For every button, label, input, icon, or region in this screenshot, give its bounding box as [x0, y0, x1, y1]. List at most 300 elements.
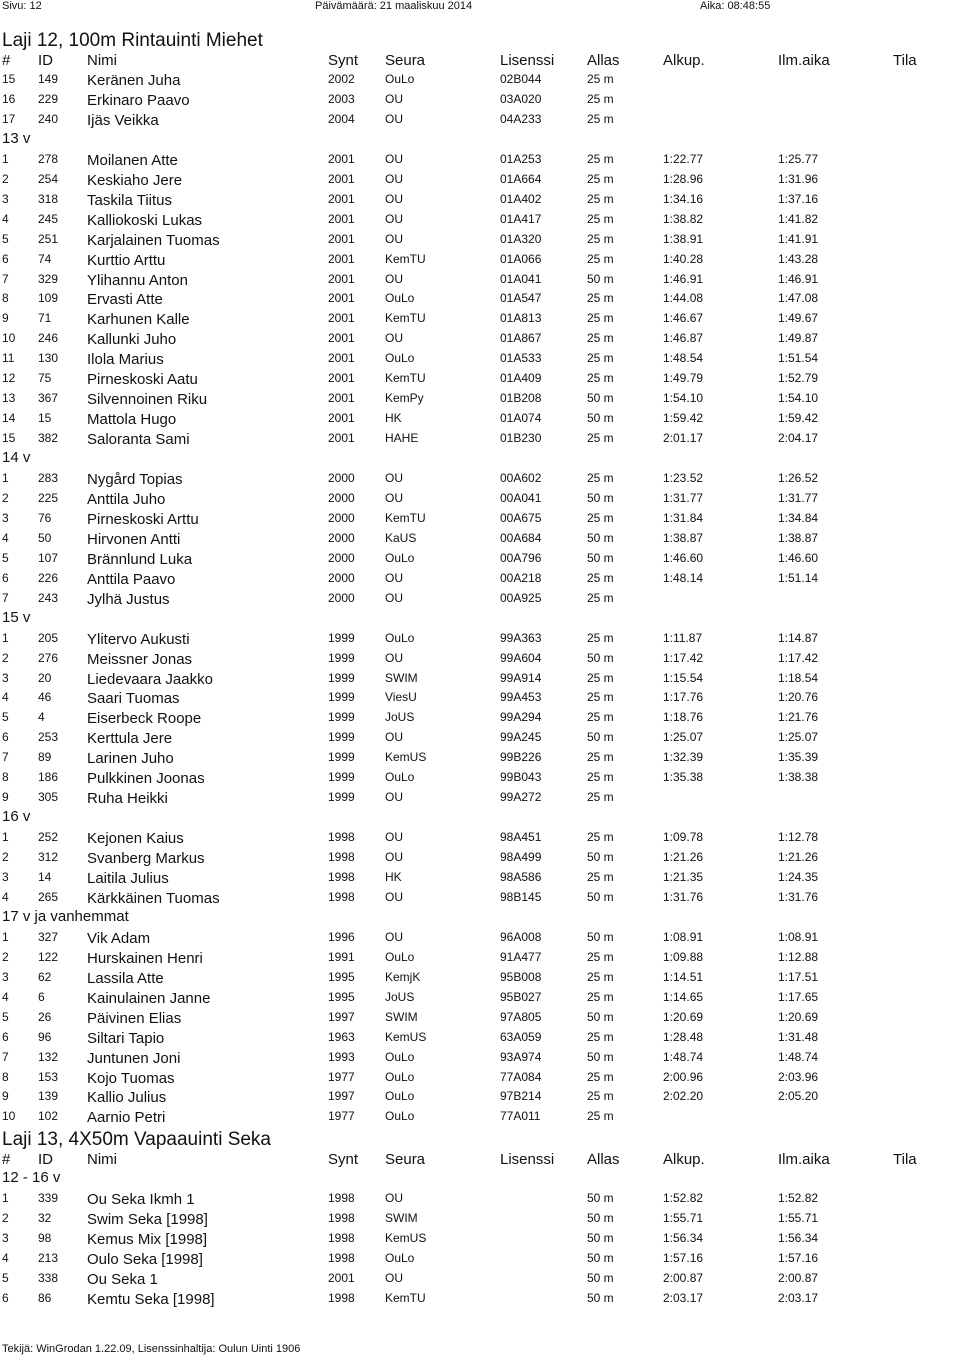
cell-pool: 25 m [587, 670, 614, 685]
cell-entry-id: 305 [38, 790, 59, 805]
column-header: Alkup. [663, 1151, 705, 1169]
cell-club: KemTU [385, 1291, 426, 1306]
cell-club: OU [385, 211, 403, 226]
cell-birth-year: 1999 [328, 750, 355, 765]
cell-birth-year: 2000 [328, 490, 355, 505]
cell-birth-year: 2002 [328, 72, 355, 86]
cell-birth-year: 1998 [328, 1291, 355, 1306]
cell-reported-time: 1:24.35 [778, 870, 819, 884]
cell-reported-time: 1:34.84 [778, 510, 819, 525]
cell-license: 01A402 [500, 191, 542, 206]
result-row [0, 887, 960, 907]
page-footer: Tekijä: WinGrodan 1.22.09, Lisenssinhaltija: Oulun Uinti 1906 [2, 1343, 301, 1355]
cell-entry-id: 312 [38, 850, 59, 865]
cell-license: 00A041 [500, 490, 542, 505]
cell-club: OuLo [385, 949, 415, 964]
result-row [0, 1268, 960, 1288]
cell-pool: 25 m [587, 1029, 614, 1044]
cell-birth-year: 1996 [328, 929, 355, 944]
cell-entry-time: 1:38.87 [663, 530, 704, 545]
result-row [0, 189, 960, 209]
cell-birth-year: 1997 [328, 1009, 355, 1024]
cell-entry-id: 276 [38, 650, 59, 665]
cell-pool: 25 m [587, 969, 614, 984]
cell-birth-year: 2000 [328, 471, 355, 485]
cell-license: 01A066 [500, 251, 542, 266]
cell-entry-id: 62 [38, 969, 52, 984]
cell-reported-time: 1:51.14 [778, 570, 819, 585]
cell-place: 5 [2, 710, 9, 725]
cell-birth-year: 2001 [328, 331, 355, 346]
cell-birth-year: 2000 [328, 570, 355, 585]
cell-name: Silvennoinen Riku [87, 391, 208, 409]
result-row [0, 368, 960, 388]
cell-pool: 50 m [587, 490, 614, 505]
cell-entry-id: 46 [38, 690, 52, 705]
cell-reported-time: 1:54.10 [778, 391, 819, 406]
cell-pool: 50 m [587, 1231, 614, 1246]
cell-pool: 25 m [587, 870, 614, 884]
result-row [0, 588, 960, 608]
cell-birth-year: 2001 [328, 251, 355, 266]
cell-entry-time: 1:46.60 [663, 550, 704, 565]
cell-reported-time: 1:17.51 [778, 969, 819, 984]
cell-entry-time: 1:35.38 [663, 770, 704, 785]
result-row [0, 169, 960, 189]
cell-license: 00A675 [500, 510, 542, 525]
cell-entry-time: 1:31.77 [663, 490, 704, 505]
cell-birth-year: 1999 [328, 710, 355, 725]
cell-club: OU [385, 271, 403, 286]
cell-pool: 25 m [587, 690, 614, 705]
result-row [0, 1007, 960, 1027]
result-row [0, 488, 960, 508]
cell-club: OU [385, 231, 403, 246]
cell-name: Laitila Julius [87, 870, 169, 887]
cell-club: KemUS [385, 750, 427, 765]
cell-entry-id: 15 [38, 411, 52, 426]
cell-entry-time: 1:14.51 [663, 969, 704, 984]
cell-club: OU [385, 929, 403, 944]
cell-pool: 25 m [587, 750, 614, 765]
cell-pool: 25 m [587, 770, 614, 785]
cell-name: Brännlund Luka [87, 550, 193, 568]
cell-place: 1 [2, 1191, 9, 1206]
cell-name: Moilanen Atte [87, 151, 178, 169]
cell-entry-time: 1:57.16 [663, 1251, 704, 1266]
cell-name: Eiserbeck Roope [87, 710, 202, 728]
cell-reported-time: 1:18.54 [778, 670, 819, 685]
print-time: Aika: 08:48:55 [700, 0, 771, 12]
cell-birth-year: 1998 [328, 850, 355, 865]
cell-license: 99A363 [500, 630, 542, 645]
cell-pool: 25 m [587, 151, 614, 166]
cell-place: 3 [2, 1231, 9, 1246]
result-row [0, 1188, 960, 1208]
cell-entry-id: 74 [38, 251, 52, 266]
cell-entry-time: 1:28.48 [663, 1029, 704, 1044]
cell-birth-year: 1977 [328, 1109, 355, 1124]
result-row [0, 468, 960, 488]
cell-place: 2 [2, 1211, 9, 1226]
cell-entry-time: 1:38.91 [663, 231, 704, 246]
cell-entry-time: 1:09.78 [663, 830, 704, 845]
cell-name: Keränen Juha [87, 72, 181, 89]
cell-birth-year: 1963 [328, 1029, 355, 1044]
cell-license: 01A320 [500, 231, 542, 246]
cell-entry-time: 1:09.88 [663, 949, 704, 964]
cell-name: Anttila Juho [87, 490, 166, 508]
cell-name: Aarnio Petri [87, 1109, 166, 1127]
cell-place: 2 [2, 171, 9, 186]
result-row [0, 847, 960, 867]
cell-entry-id: 245 [38, 211, 59, 226]
cell-place: 2 [2, 650, 9, 665]
cell-birth-year: 1998 [328, 1211, 355, 1226]
cell-license: 02B044 [500, 72, 542, 86]
cell-birth-year: 2001 [328, 1271, 355, 1286]
page-header [0, 0, 960, 18]
cell-entry-id: 278 [38, 151, 59, 166]
cell-entry-id: 86 [38, 1291, 52, 1306]
cell-entry-id: 252 [38, 830, 59, 845]
cell-pool: 25 m [587, 710, 614, 725]
cell-club: OU [385, 171, 403, 186]
cell-entry-time: 2:01.17 [663, 431, 704, 446]
column-header: Tila [893, 52, 917, 69]
cell-pool: 50 m [587, 1271, 614, 1286]
cell-entry-id: 32 [38, 1211, 52, 1226]
result-row [0, 348, 960, 368]
cell-pool: 25 m [587, 291, 614, 306]
column-header: # [2, 52, 11, 69]
cell-pool: 50 m [587, 411, 614, 426]
result-row [0, 109, 960, 129]
cell-entry-time: 1:52.82 [663, 1191, 704, 1206]
cell-pool: 25 m [587, 570, 614, 585]
cell-pool: 25 m [587, 590, 614, 605]
cell-license: 99A245 [500, 730, 542, 745]
cell-entry-id: 76 [38, 510, 52, 525]
cell-entry-id: 6 [38, 989, 45, 1004]
cell-birth-year: 1999 [328, 770, 355, 785]
cell-pool: 25 m [587, 989, 614, 1004]
cell-entry-time: 2:00.96 [663, 1069, 704, 1084]
cell-club: HK [385, 411, 402, 426]
cell-reported-time: 1:52.82 [778, 1191, 819, 1206]
cell-place: 6 [2, 1291, 9, 1306]
result-row [0, 1106, 960, 1126]
cell-birth-year: 1999 [328, 790, 355, 805]
cell-name: Ou Seka Ikmh 1 [87, 1191, 195, 1209]
cell-entry-id: 102 [38, 1109, 59, 1124]
cell-name: Erkinaro Paavo [87, 91, 190, 109]
result-row [0, 1067, 960, 1087]
result-row [0, 648, 960, 668]
cell-license: 96A008 [500, 929, 542, 944]
cell-name: Ylihannu Anton [87, 271, 188, 289]
cell-name: Mattola Hugo [87, 411, 177, 429]
cell-club: JoUS [385, 989, 415, 1004]
cell-reported-time: 1:56.34 [778, 1231, 819, 1246]
cell-entry-id: 327 [38, 929, 59, 944]
cell-pool: 25 m [587, 371, 614, 386]
cell-pool: 50 m [587, 550, 614, 565]
cell-name: Ijäs Veikka [87, 111, 159, 129]
cell-entry-time: 1:48.14 [663, 570, 704, 585]
cell-license: 99B043 [500, 770, 542, 785]
cell-place: 3 [2, 510, 9, 525]
cell-license: 01A417 [500, 211, 542, 226]
cell-reported-time: 1:31.48 [778, 1029, 819, 1044]
cell-name: Kallio Julius [87, 1089, 167, 1107]
cell-reported-time: 1:31.96 [778, 171, 819, 186]
cell-club: SWIM [385, 1009, 418, 1024]
cell-reported-time: 2:00.87 [778, 1271, 819, 1286]
cell-place: 7 [2, 271, 9, 286]
cell-pool: 50 m [587, 1049, 614, 1064]
cell-pool: 25 m [587, 1109, 614, 1124]
cell-place: 3 [2, 191, 9, 206]
cell-place: 2 [2, 850, 9, 865]
result-row [0, 328, 960, 348]
cell-club: KemPy [385, 391, 424, 406]
cell-entry-time: 1:15.54 [663, 670, 704, 685]
cell-place: 9 [2, 311, 9, 326]
cell-reported-time: 1:31.77 [778, 490, 819, 505]
cell-place: 9 [2, 790, 9, 805]
cell-reported-time: 1:20.76 [778, 690, 819, 705]
cell-name: Kerttula Jere [87, 730, 173, 748]
cell-birth-year: 2001 [328, 371, 355, 386]
cell-place: 7 [2, 1049, 9, 1064]
cell-place: 7 [2, 750, 9, 765]
cell-entry-time: 1:21.26 [663, 850, 704, 865]
cell-entry-id: 253 [38, 730, 59, 745]
cell-entry-id: 226 [38, 570, 59, 585]
cell-reported-time: 1:14.87 [778, 630, 819, 645]
result-row [0, 947, 960, 967]
cell-pool: 25 m [587, 1089, 614, 1104]
cell-entry-id: 367 [38, 391, 59, 406]
cell-entry-id: 75 [38, 371, 52, 386]
cell-entry-id: 14 [38, 870, 52, 884]
cell-name: Liedevaara Jaakko [87, 670, 213, 688]
cell-pool: 25 m [587, 231, 614, 246]
result-row [0, 707, 960, 727]
cell-entry-time: 1:56.34 [663, 1231, 704, 1246]
cell-entry-time: 1:46.67 [663, 311, 704, 326]
cell-birth-year: 1995 [328, 969, 355, 984]
cell-place: 7 [2, 590, 9, 605]
result-row [0, 1288, 960, 1308]
cell-birth-year: 1998 [328, 1191, 355, 1206]
cell-club: OuLo [385, 630, 415, 645]
result-row [0, 1248, 960, 1268]
cell-reported-time: 1:59.42 [778, 411, 819, 426]
cell-place: 4 [2, 989, 9, 1004]
cell-place: 15 [2, 431, 16, 446]
cell-birth-year: 2001 [328, 271, 355, 286]
cell-club: OU [385, 191, 403, 206]
cell-pool: 25 m [587, 251, 614, 266]
cell-name: Vik Adam [87, 929, 151, 947]
result-row [0, 628, 960, 648]
cell-club: OuLo [385, 770, 415, 785]
result-row [0, 269, 960, 289]
result-row [0, 69, 960, 89]
cell-pool: 25 m [587, 191, 614, 206]
cell-place: 4 [2, 690, 9, 705]
cell-entry-id: 122 [38, 949, 59, 964]
cell-place: 2 [2, 949, 9, 964]
cell-name: Siltari Tapio [87, 1029, 165, 1047]
cell-entry-id: 382 [38, 431, 59, 446]
column-header: Alkup. [663, 52, 705, 69]
cell-place: 14 [2, 411, 16, 426]
cell-pool: 50 m [587, 271, 614, 286]
result-row [0, 767, 960, 787]
cell-birth-year: 2000 [328, 590, 355, 605]
cell-birth-year: 1991 [328, 949, 355, 964]
cell-license: 98A451 [500, 830, 542, 845]
cell-entry-time: 1:48.74 [663, 1049, 704, 1064]
result-row [0, 747, 960, 767]
cell-entry-id: 229 [38, 91, 59, 106]
cell-club: OU [385, 490, 403, 505]
cell-place: 1 [2, 630, 9, 645]
cell-license: 93A974 [500, 1049, 542, 1064]
cell-entry-id: 251 [38, 231, 59, 246]
cell-club: OU [385, 1271, 403, 1286]
cell-place: 1 [2, 151, 9, 166]
cell-birth-year: 1993 [328, 1049, 355, 1064]
cell-pool: 25 m [587, 1069, 614, 1084]
cell-license: 99A453 [500, 690, 542, 705]
cell-club: OU [385, 850, 403, 865]
cell-place: 6 [2, 251, 9, 266]
column-header: Ilm.aika [778, 52, 830, 69]
cell-name: Svanberg Markus [87, 850, 205, 868]
cell-birth-year: 1999 [328, 650, 355, 665]
cell-reported-time: 1:47.08 [778, 291, 819, 306]
cell-entry-id: 130 [38, 351, 59, 366]
cell-entry-id: 243 [38, 590, 59, 605]
column-header: Tila [893, 1151, 917, 1169]
cell-birth-year: 1999 [328, 670, 355, 685]
cell-entry-id: 20 [38, 670, 52, 685]
cell-entry-time: 1:32.39 [663, 750, 704, 765]
cell-birth-year: 1977 [328, 1069, 355, 1084]
result-row [0, 1228, 960, 1248]
cell-reported-time: 1:31.76 [778, 889, 819, 904]
cell-entry-id: 339 [38, 1191, 59, 1206]
cell-entry-id: 225 [38, 490, 59, 505]
cell-birth-year: 2001 [328, 211, 355, 226]
cell-place: 17 [2, 111, 16, 126]
cell-place: 1 [2, 471, 9, 485]
cell-entry-id: 149 [38, 72, 59, 86]
cell-reported-time: 1:26.52 [778, 471, 819, 485]
column-header: Seura [385, 52, 426, 69]
cell-club: KemjK [385, 969, 421, 984]
cell-license: 00A925 [500, 590, 542, 605]
cell-birth-year: 1997 [328, 1089, 355, 1104]
cell-reported-time: 1:55.71 [778, 1211, 819, 1226]
column-header: Synt [328, 52, 359, 69]
cell-place: 10 [2, 331, 16, 346]
cell-entry-time: 1:40.28 [663, 251, 704, 266]
cell-place: 10 [2, 1109, 16, 1124]
cell-club: SWIM [385, 670, 418, 685]
cell-reported-time: 1:21.76 [778, 710, 819, 725]
cell-name: Pirneskoski Arttu [87, 510, 199, 528]
cell-birth-year: 1999 [328, 690, 355, 705]
cell-name: Hurskainen Henri [87, 949, 203, 967]
column-header-row [0, 1151, 960, 1171]
cell-birth-year: 2001 [328, 171, 355, 186]
cell-birth-year: 1999 [328, 630, 355, 645]
cell-club: OU [385, 730, 403, 745]
column-header: Synt [328, 1151, 359, 1169]
cell-entry-id: 71 [38, 311, 52, 326]
cell-reported-time: 1:57.16 [778, 1251, 819, 1266]
cell-place: 4 [2, 1251, 9, 1266]
cell-club: OU [385, 570, 403, 585]
cell-club: OuLo [385, 72, 415, 86]
column-header: Nimi [87, 52, 117, 69]
cell-name: Ilola Marius [87, 351, 164, 369]
result-row [0, 548, 960, 568]
cell-name: Päivinen Elias [87, 1009, 182, 1027]
cell-pool: 25 m [587, 211, 614, 226]
cell-reported-time: 1:17.65 [778, 989, 819, 1004]
cell-name: Nygård Topias [87, 471, 183, 488]
cell-license: 01A664 [500, 171, 542, 186]
column-header: ID [38, 52, 53, 69]
cell-club: KemTU [385, 311, 426, 326]
cell-club: OU [385, 331, 403, 346]
cell-birth-year: 1998 [328, 830, 355, 845]
cell-name: Juntunen Joni [87, 1049, 181, 1067]
cell-license: 95B027 [500, 989, 542, 1004]
cell-birth-year: 2001 [328, 311, 355, 326]
result-row [0, 967, 960, 987]
cell-pool: 25 m [587, 72, 614, 86]
cell-name: Ou Seka 1 [87, 1271, 158, 1289]
cell-place: 5 [2, 550, 9, 565]
cell-place: 2 [2, 490, 9, 505]
cell-entry-time: 1:34.16 [663, 191, 704, 206]
cell-entry-time: 1:17.76 [663, 690, 704, 705]
cell-entry-time: 1:59.42 [663, 411, 704, 426]
age-group-label: 17 v ja vanhemmat [2, 907, 129, 925]
cell-entry-time: 1:46.91 [663, 271, 704, 286]
cell-name: Karhunen Kalle [87, 311, 190, 329]
cell-entry-id: 283 [38, 471, 59, 485]
cell-entry-id: 153 [38, 1069, 59, 1084]
cell-birth-year: 2001 [328, 231, 355, 246]
cell-entry-time: 1:08.91 [663, 929, 704, 944]
cell-place: 3 [2, 670, 9, 685]
cell-name: Larinen Juho [87, 750, 174, 768]
cell-pool: 50 m [587, 391, 614, 406]
cell-club: HAHE [385, 431, 419, 446]
cell-reported-time: 1:43.28 [778, 251, 819, 266]
cell-birth-year: 1998 [328, 1231, 355, 1246]
cell-club: KemTU [385, 510, 426, 525]
cell-license: 01A867 [500, 331, 542, 346]
